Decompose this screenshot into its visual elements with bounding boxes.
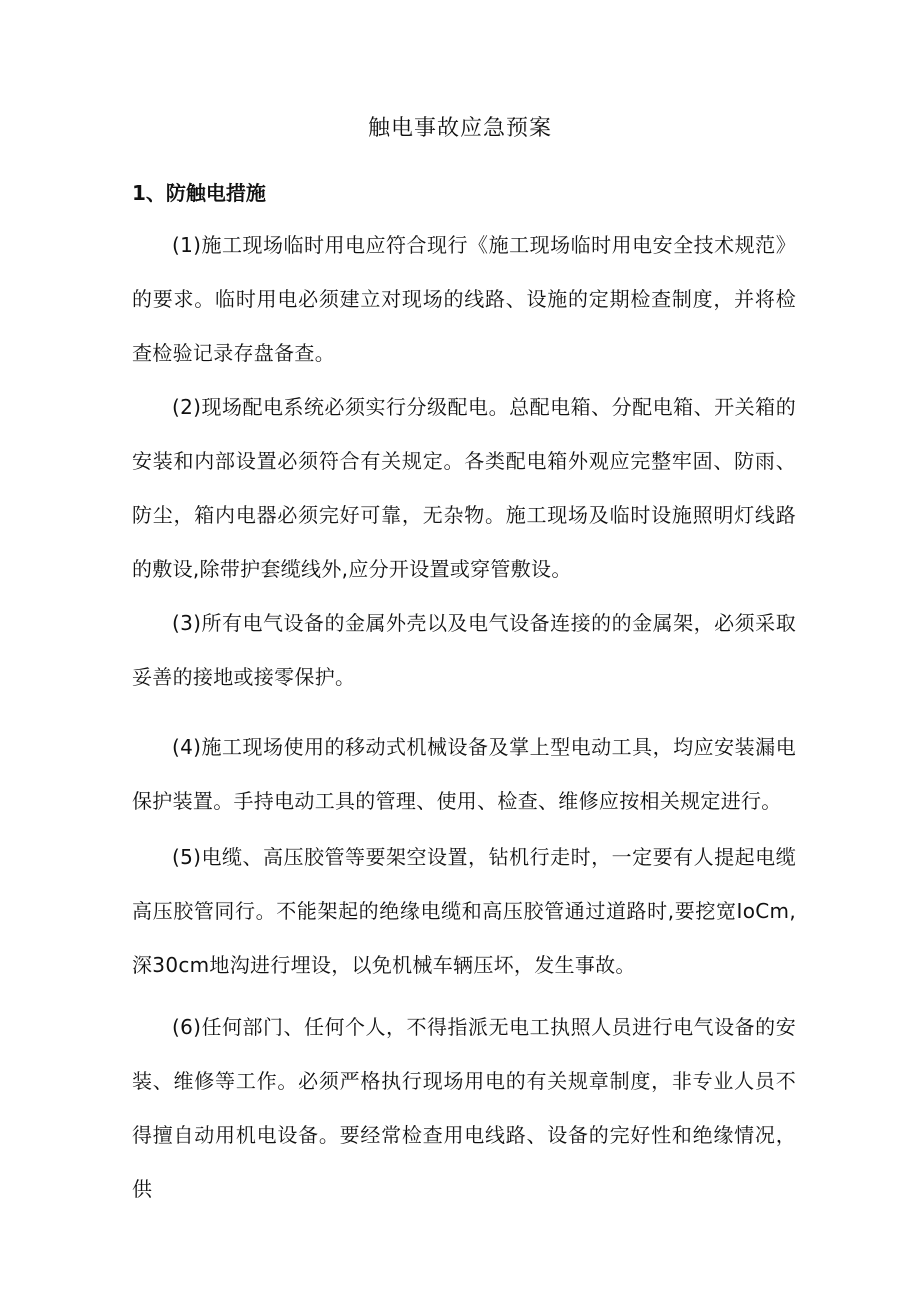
paragraph-5: (5)电缆、高压胶管等要架空设置，钻机行走时，一定要有人提起电缆高压胶管同行。不能架起的绝缘电缆和高压胶管通过道路时,要挖宽IoCm,深30cm地沟进行埋设，以免机械车辆压坏，发生事故。 — [132, 845, 796, 977]
paragraph-1: (1)施工现场临时用电应符合现行《施工现场临时用电安全技术规范》的要求。临时用电必须建立对现场的线路、设施的定期检查制度，并将检查检验记录存盘备查。 — [132, 233, 796, 365]
section-heading: 1、防触电措施 — [132, 181, 266, 205]
paragraph-3: (3)所有电气设备的金属外壳以及电气设备连接的的金属架，必须采取妥善的接地或接零保护。 — [132, 611, 796, 689]
paragraph-2: (2)现场配电系统必须实行分级配电。总配电箱、分配电箱、开关箱的安装和内部设置必须符合有关规定。各类配电箱外观应完整牢固、防雨、防尘，箱内电器必须完好可靠，无杂物。施工现场及临时设施照明灯线路的敷设,除带护套缆线外,应分开设置或穿管敷设。 — [132, 395, 796, 581]
document-title: 触电事故应急预案 — [367, 116, 552, 141]
paragraph-6: (6)任何部门、任何个人，不得指派无电工执照人员进行电气设备的安装、维修等工作。必须严格执行现场用电的有关规章制度，非专业人员不得擅自动用机电设备。要经常检查用电线路、设备的完好性和绝缘情况，供 — [132, 1015, 796, 1201]
paragraph-4: (4)施工现场使用的移动式机械设备及掌上型电动工具，均应安装漏电保护装置。手持电动工具的管理、使用、检查、维修应按相关规定进行。 — [132, 735, 796, 813]
